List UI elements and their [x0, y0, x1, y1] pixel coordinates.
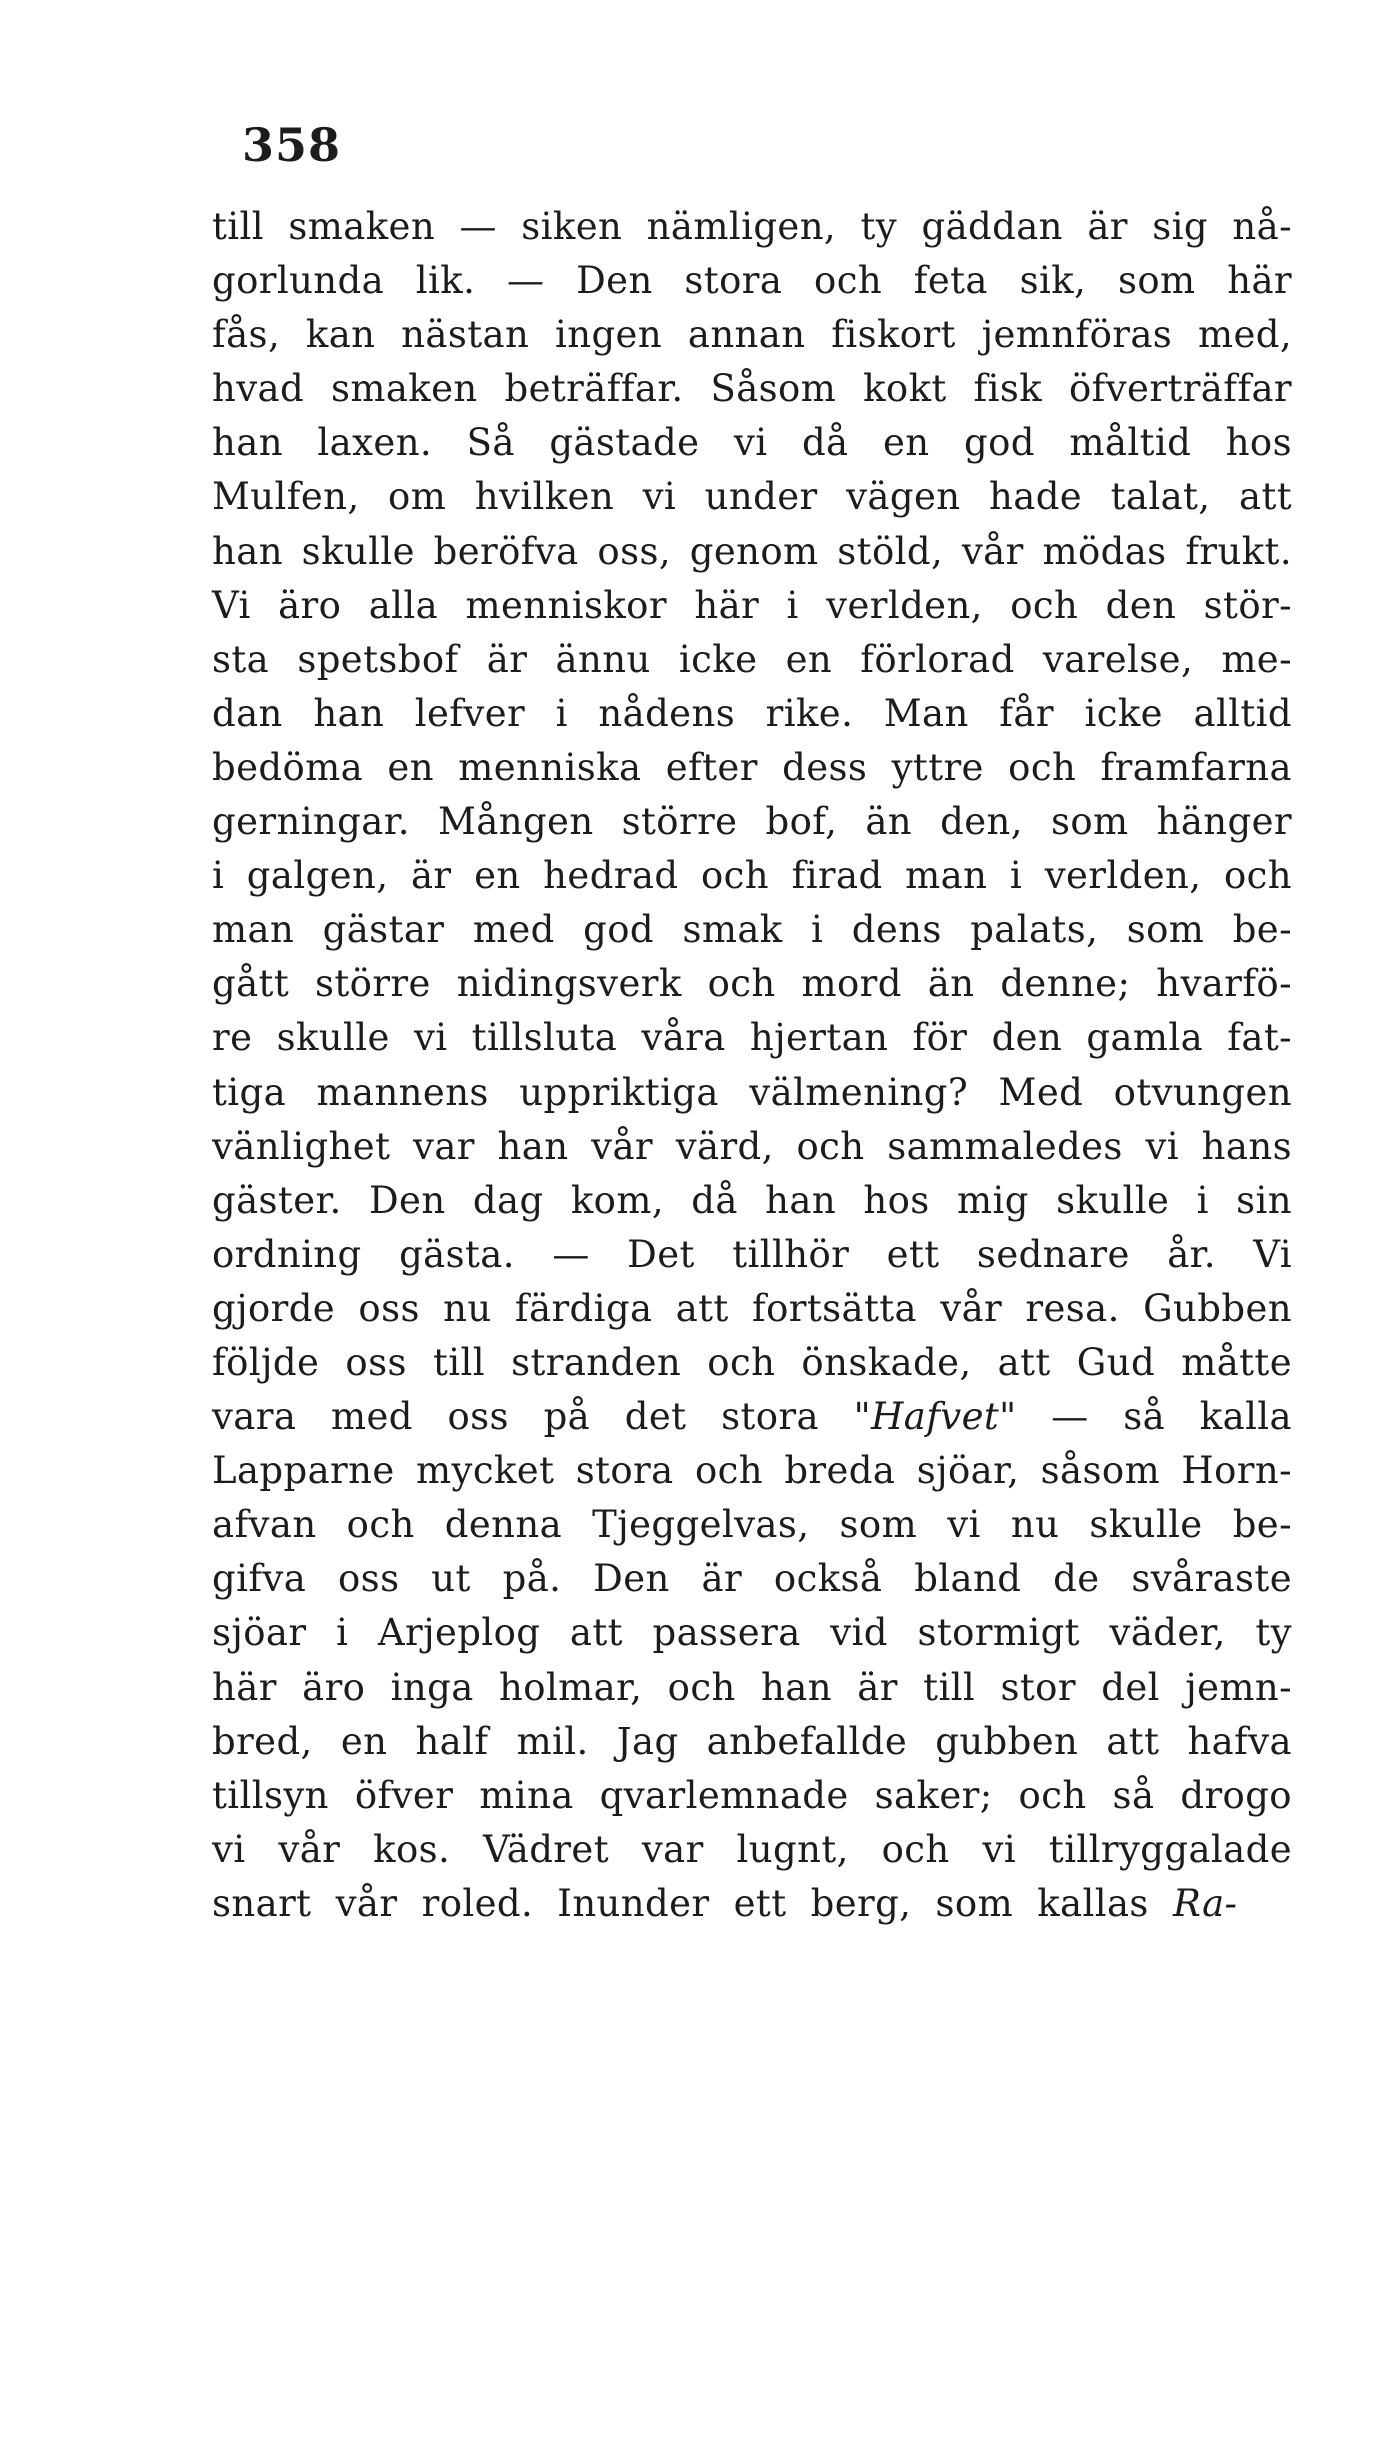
text-line: Lapparne mycket stora och breda sjöar, såsom Horn- [212, 1449, 1292, 1493]
text-line: gerningar. Mången större bof, än den, som hänger [212, 800, 1292, 844]
text-line: här äro inga holmar, och han är till stor del jemn- [212, 1665, 1292, 1709]
page-number: 358 [242, 118, 342, 172]
text-line: han skulle beröfva oss, genom stöld, vår mödas frukt. [212, 529, 1292, 573]
text-line: bred, en half mil. Jag anbefallde gubben att hafva [212, 1719, 1292, 1763]
text-line: hvad smaken beträffar. Såsom kokt fisk öfverträffar [212, 367, 1292, 411]
text-line: vänlighet var han vår värd, och sammaledes vi hans [212, 1124, 1292, 1168]
body-text [212, 200, 1292, 1931]
text-line: i galgen, är en hedrad och firad man i verlden, och [212, 854, 1292, 898]
text-line: vara med oss på det stora "Hafvet" — så kalla [212, 1395, 1292, 1439]
text-line: följde oss till stranden och önskade, att Gud måtte [212, 1340, 1292, 1384]
text-line: gjorde oss nu färdiga att fortsätta vår resa. Gubben [212, 1286, 1292, 1330]
italic-word: Hafvet [871, 1395, 1000, 1439]
text-line: sjöar i Arjeplog att passera vid stormigt väder, ty [212, 1611, 1292, 1655]
text-line: fås, kan nästan ingen annan fiskort jemnföras med, [212, 313, 1292, 357]
text-line: tillsyn öfver mina qvarlemnade saker; och så drogo [212, 1773, 1292, 1817]
text-line: bedöma en menniska efter dess yttre och framfarna [212, 745, 1292, 789]
text-line: afvan och denna Tjeggelvas, som vi nu skulle be- [212, 1503, 1292, 1547]
text-line: Mulfen, om hvilken vi under vägen hade talat, att [212, 475, 1292, 519]
text-line: gifva oss ut på. Den är också bland de svåraste [212, 1557, 1292, 1601]
text-line: snart vår roled. Inunder ett berg, som kallas Ra- [212, 1881, 1238, 1925]
text-line: gorlunda lik. — Den stora och feta sik, som här [212, 259, 1292, 303]
text-line: han laxen. Så gästade vi då en god måltid hos [212, 421, 1292, 465]
italic-word: Ra- [1172, 1881, 1238, 1925]
text-line: vi vår kos. Vädret var lugnt, och vi tillryggalade [212, 1827, 1292, 1871]
text-line: till smaken — siken nämligen, ty gäddan är sig nå- [212, 205, 1292, 248]
text-line: sta spetsbof är ännu icke en förlorad varelse, me- [212, 637, 1292, 681]
text-line: dan han lefver i nådens rike. Man får icke alltid [212, 691, 1292, 735]
text-line: tiga mannens uppriktiga välmening? Med otvungen [212, 1070, 1292, 1114]
text-line: man gästar med god smak i dens palats, som be- [212, 908, 1292, 952]
text-line: Vi äro alla menniskor här i verlden, och den stör- [212, 583, 1292, 627]
text-line: ordning gästa. — Det tillhör ett sednare år. Vi [212, 1232, 1292, 1276]
text-line: gått större nidingsverk och mord än denne; hvarfö- [212, 962, 1292, 1006]
text-line: gäster. Den dag kom, då han hos mig skulle i sin [212, 1178, 1292, 1222]
text-line: re skulle vi tillsluta våra hjertan för den gamla fat- [212, 1016, 1292, 1060]
